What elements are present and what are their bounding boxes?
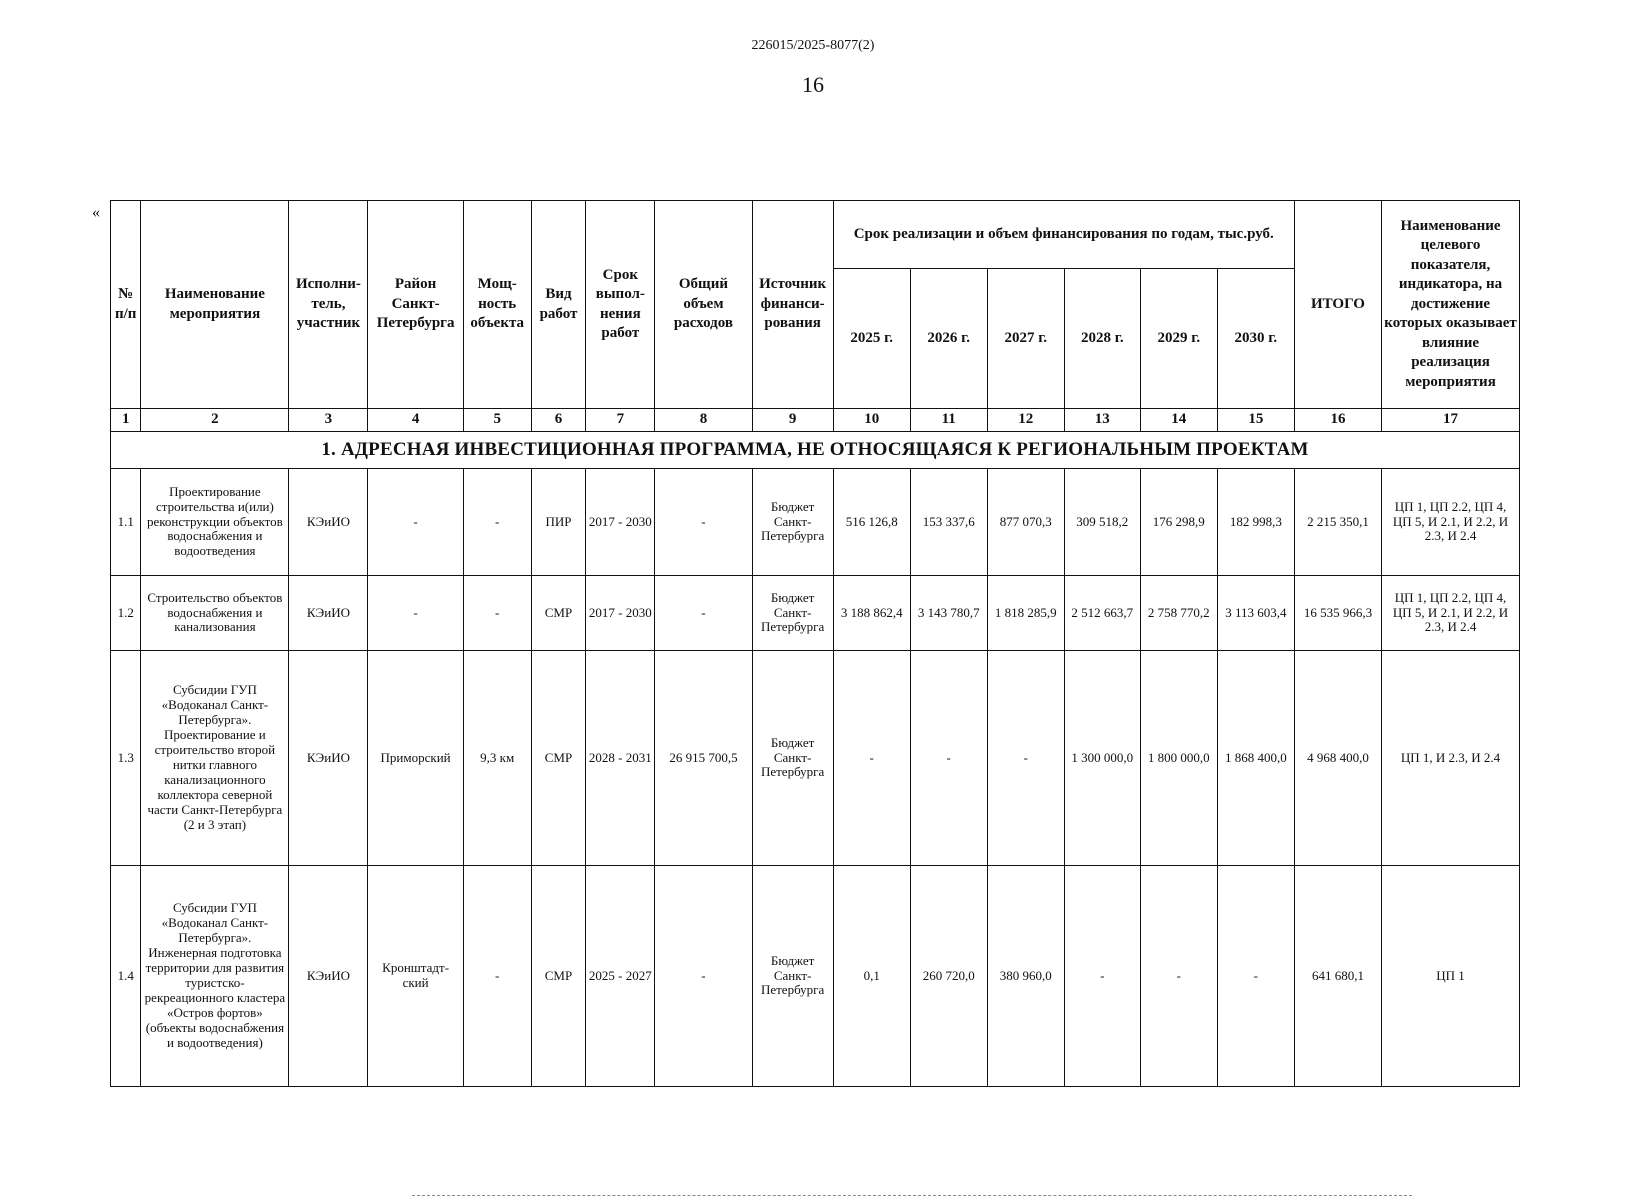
row-total: 641 680,1 (1294, 866, 1381, 1087)
row-capacity: - (463, 866, 531, 1087)
opening-quote-mark: « (92, 204, 100, 221)
header-year-2027: 2027 г. (987, 269, 1064, 409)
page-number: 16 (802, 72, 824, 97)
header-total-cost: Общий объем расходов (655, 201, 752, 409)
row-y2026: 3 143 780,7 (910, 576, 987, 651)
row-y2025: 0,1 (833, 866, 910, 1087)
row-indicator: ЦП 1 (1382, 866, 1520, 1087)
header-district: Район Санкт-Петербурга (368, 201, 463, 409)
row-source: Бюджет Санкт-Петербурга (752, 651, 833, 866)
row-y2030: 1 868 400,0 (1217, 651, 1294, 866)
row-executor: КЭиИО (289, 651, 368, 866)
row-total: 2 215 350,1 (1294, 469, 1381, 576)
row-capacity: - (463, 469, 531, 576)
row-y2029: 2 758 770,2 (1140, 576, 1217, 651)
row-source: Бюджет Санкт-Петербурга (752, 866, 833, 1087)
row-district: Кронштадт-ский (368, 866, 463, 1087)
row-y2025: 516 126,8 (833, 469, 910, 576)
row-num: 1.1 (111, 469, 141, 576)
row-total: 4 968 400,0 (1294, 651, 1381, 866)
table-row (111, 469, 1520, 576)
row-num: 1.4 (111, 866, 141, 1087)
section-row (111, 432, 1520, 469)
header-year-2025: 2025 г. (833, 269, 910, 409)
row-total-cost: - (655, 469, 752, 576)
header-year-2026: 2026 г. (910, 269, 987, 409)
row-work-type: СМР (531, 866, 586, 1087)
column-number: 1 (111, 409, 141, 432)
row-source: Бюджет Санкт-Петербурга (752, 576, 833, 651)
column-number: 15 (1217, 409, 1294, 432)
column-numbers-row (111, 409, 1520, 432)
row-total-cost: - (655, 576, 752, 651)
row-y2030: 182 998,3 (1217, 469, 1294, 576)
row-y2026: - (910, 651, 987, 866)
row-term: 2025 - 2027 (586, 866, 655, 1087)
row-y2029: - (1140, 866, 1217, 1087)
column-number: 11 (910, 409, 987, 432)
header-executor: Исполни-тель, участник (289, 201, 368, 409)
column-number: 9 (752, 409, 833, 432)
header-total: ИТОГО (1294, 201, 1381, 409)
column-number: 5 (463, 409, 531, 432)
column-number: 10 (833, 409, 910, 432)
row-name: Субсидии ГУП «Водоканал Санкт-Петербурга». Проектирование и строительство второй нитки главного канализационного коллектора северной части Санкт-Петербурга (2 и 3 этап) (141, 651, 289, 866)
column-number: 8 (655, 409, 752, 432)
row-capacity: - (463, 576, 531, 651)
row-y2027: - (987, 651, 1064, 866)
column-number: 16 (1294, 409, 1381, 432)
bottom-dashed-rule (412, 1195, 1412, 1196)
row-y2025: - (833, 651, 910, 866)
row-y2030: 3 113 603,4 (1217, 576, 1294, 651)
row-district: Приморский (368, 651, 463, 866)
table-row (111, 866, 1520, 1087)
row-work-type: СМР (531, 651, 586, 866)
row-indicator: ЦП 1, ЦП 2.2, ЦП 4, ЦП 5, И 2.1, И 2.2, И 2.3, И 2.4 (1382, 469, 1520, 576)
header-indicator: Наименование целевого показателя, индикатора, на достижение которых оказывает влияние реализация мероприятия (1382, 201, 1520, 409)
column-number: 14 (1140, 409, 1217, 432)
row-total-cost: 26 915 700,5 (655, 651, 752, 866)
header-num: № п/п (111, 201, 141, 409)
document-number: 226015/2025-8077(2) (751, 38, 875, 53)
row-y2028: - (1064, 866, 1140, 1087)
row-term: 2017 - 2030 (586, 576, 655, 651)
row-work-type: СМР (531, 576, 586, 651)
row-name: Строительство объектов водоснабжения и канализования (141, 576, 289, 651)
column-number: 13 (1064, 409, 1140, 432)
section-title: 1. АДРЕСНАЯ ИНВЕСТИЦИОННАЯ ПРОГРАММА, НЕ ОТНОСЯЩАЯСЯ К РЕГИОНАЛЬНЫМ ПРОЕКТАМ (111, 432, 1520, 469)
row-capacity: 9,3 км (463, 651, 531, 866)
header-year-2029: 2029 г. (1140, 269, 1217, 409)
row-y2030: - (1217, 866, 1294, 1087)
header-year-2030: 2030 г. (1217, 269, 1294, 409)
column-number: 2 (141, 409, 289, 432)
row-district: - (368, 576, 463, 651)
row-indicator: ЦП 1, ЦП 2.2, ЦП 4, ЦП 5, И 2.1, И 2.2, И 2.3, И 2.4 (1382, 576, 1520, 651)
column-number: 3 (289, 409, 368, 432)
row-y2028: 2 512 663,7 (1064, 576, 1140, 651)
row-name: Субсидии ГУП «Водоканал Санкт-Петербурга». Инженерная подготовка территории для развития туристско-рекреационного кластера «Остров фортов» (объекты водоснабжения и водоотведения) (141, 866, 289, 1087)
row-y2027: 380 960,0 (987, 866, 1064, 1087)
row-executor: КЭиИО (289, 469, 368, 576)
header-name: Наименование мероприятия (141, 201, 289, 409)
row-y2028: 309 518,2 (1064, 469, 1140, 576)
row-total-cost: - (655, 866, 752, 1087)
row-executor: КЭиИО (289, 866, 368, 1087)
header-work-type: Вид работ (531, 201, 586, 409)
header-years-group: Срок реализации и объем финансирования по годам, тыс.руб. (833, 201, 1294, 269)
row-executor: КЭиИО (289, 576, 368, 651)
table-row (111, 576, 1520, 651)
row-y2029: 176 298,9 (1140, 469, 1217, 576)
row-y2029: 1 800 000,0 (1140, 651, 1217, 866)
row-work-type: ПИР (531, 469, 586, 576)
row-num: 1.2 (111, 576, 141, 651)
column-number: 12 (987, 409, 1064, 432)
row-y2026: 153 337,6 (910, 469, 987, 576)
column-number: 6 (531, 409, 586, 432)
row-y2027: 1 818 285,9 (987, 576, 1064, 651)
row-num: 1.3 (111, 651, 141, 866)
column-number: 7 (586, 409, 655, 432)
header-capacity: Мощ-ность объекта (463, 201, 531, 409)
row-source: Бюджет Санкт-Петербурга (752, 469, 833, 576)
financing-table (110, 200, 1520, 1087)
row-term: 2017 - 2030 (586, 469, 655, 576)
row-y2026: 260 720,0 (910, 866, 987, 1087)
row-y2027: 877 070,3 (987, 469, 1064, 576)
row-y2028: 1 300 000,0 (1064, 651, 1140, 866)
row-term: 2028 - 2031 (586, 651, 655, 866)
header-term: Срок выпол-нения работ (586, 201, 655, 409)
table-row (111, 651, 1520, 866)
row-district: - (368, 469, 463, 576)
header-source: Источник финанси-рования (752, 201, 833, 409)
column-number: 17 (1382, 409, 1520, 432)
header-year-2028: 2028 г. (1064, 269, 1140, 409)
column-number: 4 (368, 409, 463, 432)
row-indicator: ЦП 1, И 2.3, И 2.4 (1382, 651, 1520, 866)
row-total: 16 535 966,3 (1294, 576, 1381, 651)
row-y2025: 3 188 862,4 (833, 576, 910, 651)
row-name: Проектирование строительства и(или) реконструкции объектов водоснабжения и водоотведения (141, 469, 289, 576)
